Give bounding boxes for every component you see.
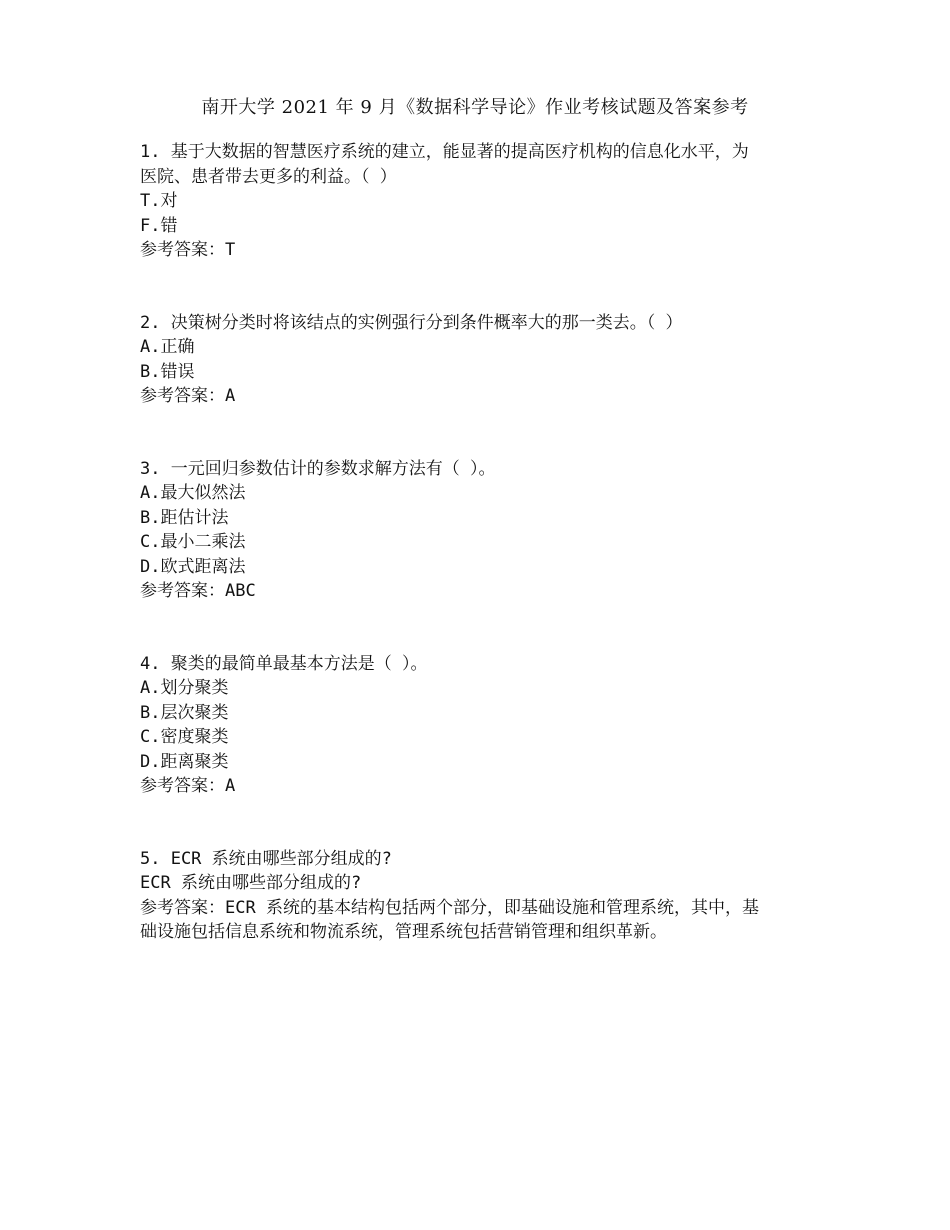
spacer — [140, 409, 820, 457]
question-5 — [140, 847, 820, 945]
question-4 — [140, 652, 820, 799]
question-3-answer: 参考答案：ABC — [140, 581, 256, 601]
question-1-option-t: T.对 — [140, 191, 178, 211]
question-2 — [140, 311, 820, 409]
question-2-option-a: A.正确 — [140, 337, 195, 357]
question-4-stem: 4. 聚类的最简单最基本方法是（ ）。 — [140, 653, 428, 674]
question-2-option-b: B.错误 — [140, 361, 195, 382]
question-1-answer: 参考答案：T — [140, 240, 236, 260]
question-4-option-d: D.距离聚类 — [140, 751, 229, 772]
question-5-answer-line-2: 础设施包括信息系统和物流系统，管理系统包括营销管理和组织革新。 — [140, 922, 667, 942]
question-3-option-c: C.最小二乘法 — [140, 532, 246, 552]
question-2-stem: 2. 决策树分类时将该结点的实例强行分到条件概率大的那一类去。（ ） — [140, 312, 683, 333]
question-3-option-b: B.距估计法 — [140, 507, 229, 528]
question-list — [140, 140, 820, 945]
question-1-option-f: F.错 — [140, 215, 178, 236]
question-2-answer: 参考答案：A — [140, 386, 236, 406]
spacer — [140, 604, 820, 652]
question-1-stem-line-2: 医院、患者带去更多的利益。（ ） — [140, 166, 397, 187]
question-5-answer-line-1: 参考答案：ECR 系统的基本结构包括两个部分，即基础设施和管理系统，其中，基 — [140, 897, 759, 918]
question-4-option-b: B.层次聚类 — [140, 702, 229, 723]
question-1-stem-line-1: 1. 基于大数据的智慧医疗系统的建立，能显著的提高医疗机构的信息化水平，为 — [140, 142, 749, 162]
question-1 — [140, 140, 820, 263]
question-4-option-a: A.划分聚类 — [140, 678, 229, 698]
page-title: 南开大学 2021 年 9 月《数据科学导论》作业考核试题及答案参考 — [201, 97, 749, 118]
question-3-option-a: A.最大似然法 — [140, 483, 246, 503]
question-3-option-d: D.欧式距离法 — [140, 556, 246, 577]
question-3-stem: 3. 一元回归参数估计的参数求解方法有（ ）。 — [140, 458, 496, 479]
question-4-answer: 参考答案：A — [140, 776, 236, 796]
question-5-stem-line-2: ECR 系统由哪些部分组成的? — [140, 873, 362, 893]
question-5-stem-line-1: 5. ECR 系统由哪些部分组成的? — [140, 848, 392, 869]
spacer — [140, 799, 820, 847]
spacer — [140, 263, 820, 311]
question-3 — [140, 457, 820, 604]
question-4-option-c: C.密度聚类 — [140, 727, 229, 747]
